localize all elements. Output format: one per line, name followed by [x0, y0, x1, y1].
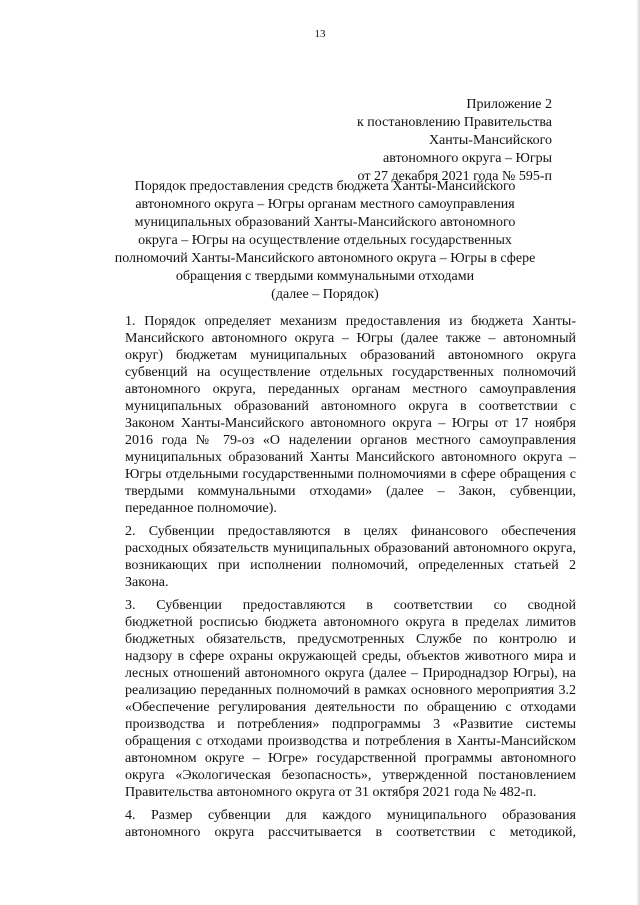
appendix-line: автономного округа – Югры	[383, 151, 552, 166]
title-line: (далее – Порядок)	[271, 287, 379, 302]
text-line: 2016 года № 79-оз «О наделении органов местного самоуправления	[125, 433, 576, 448]
appendix-line: к постановлению Правительства	[356, 115, 552, 130]
paragraph-2	[89, 523, 576, 591]
text-line: 3. Субвенции предоставляются в соответствии со сводной	[125, 598, 576, 613]
page-number: 13	[314, 28, 326, 40]
appendix-line: Ханты-Мансийского	[428, 133, 552, 148]
text-line: расходных обязательств муниципальных образований автономного округа,	[125, 541, 576, 556]
text-line: муниципальных образований Ханты Мансийского автономного округа –	[125, 450, 576, 465]
appendix-line: от 27 декабря 2021 года № 595-п	[357, 169, 552, 184]
appendix-header	[357, 96, 552, 186]
text-line: бюджетной росписью бюджета автономного округа в пределах лимитов	[125, 615, 576, 630]
text-line: Югры отдельными государственными полномочиями в сфере обращения с	[125, 467, 576, 482]
text-line: лесных отношений автономного округа (далее – Природнадзор Югры), на	[125, 666, 576, 681]
text-line: 4. Размер субвенции для каждого муниципального образования	[125, 808, 576, 823]
title-line: обращения с твердыми коммунальными отходами	[175, 269, 475, 284]
text-line: Мансийского автономного округа – Югры (далее также – автономный	[125, 331, 576, 346]
text-line: Правительства автономного округа от 31 октября 2021 года № 482-п.	[125, 785, 537, 800]
paragraph-4	[89, 807, 576, 841]
text-line: реализацию переданных полномочий в рамках основного мероприятия 3.2	[125, 683, 576, 698]
text-line: возникающих при исполнении полномочий, определенных статьей 2	[125, 558, 576, 573]
title-line: муниципальных образований Ханты-Мансийского автономного	[134, 215, 516, 230]
text-line: 1. Порядок определяет механизм предоставления из бюджета Ханты-	[125, 314, 576, 329]
text-line: твердыми коммунальными отходами» (далее – Закон, субвенции,	[125, 484, 576, 499]
text-line: производства и потребления» подпрограммы 3 «Развитие системы	[125, 717, 576, 732]
text-line: бюджетных обязательств, предусмотренных Службе по контролю и	[125, 632, 576, 647]
text-line: автономного округа рассчитывается в соответствии с методикой,	[125, 825, 576, 840]
text-line: субвенций на осуществление отдельных государственных полномочий	[125, 365, 576, 380]
paragraph-1	[89, 313, 576, 517]
paragraph-3	[89, 597, 576, 801]
text-line: обращения с отходами производства и потребления в Ханты-Мансийском	[125, 734, 576, 749]
appendix-line: Приложение 2	[466, 97, 552, 112]
text-line: Закона.	[125, 575, 169, 590]
text-line: автономном округе – Югре» государственной программы автономного	[125, 751, 576, 766]
title-line: округа – Югры на осуществление отдельных государственных	[138, 233, 512, 248]
text-line: надзору в сфере охраны окружающей среды, объектов животного мира и	[125, 649, 576, 664]
text-line: «Обеспечение регулирования деятельности по обращению с отходами	[125, 700, 576, 715]
document-title	[94, 178, 556, 304]
title-line: автономного округа – Югры органам местного самоуправления	[135, 197, 515, 212]
text-line: округ) бюджетам муниципальных образований автономного округа	[125, 348, 576, 363]
text-line: автономного округа, переданных органам местного самоуправления	[125, 382, 576, 397]
text-line: округа «Экологическая безопасность», утвержденной постановлением	[125, 768, 576, 783]
body-text	[89, 313, 576, 847]
text-line: 2. Субвенции предоставляются в целях финансового обеспечения	[125, 524, 576, 539]
title-line: полномочий Ханты-Мансийского автономного округа – Югры в сфере	[114, 251, 536, 266]
text-line: муниципальных образований автономного округа в соответствии с	[125, 399, 576, 414]
text-line: Законом Ханты-Мансийского автономного округа – Югры от 17 ноября	[125, 416, 576, 431]
title-line: Порядок предоставления средств бюджета Ханты-Мансийского	[134, 179, 516, 194]
text-line: переданное полномочие).	[125, 501, 277, 516]
